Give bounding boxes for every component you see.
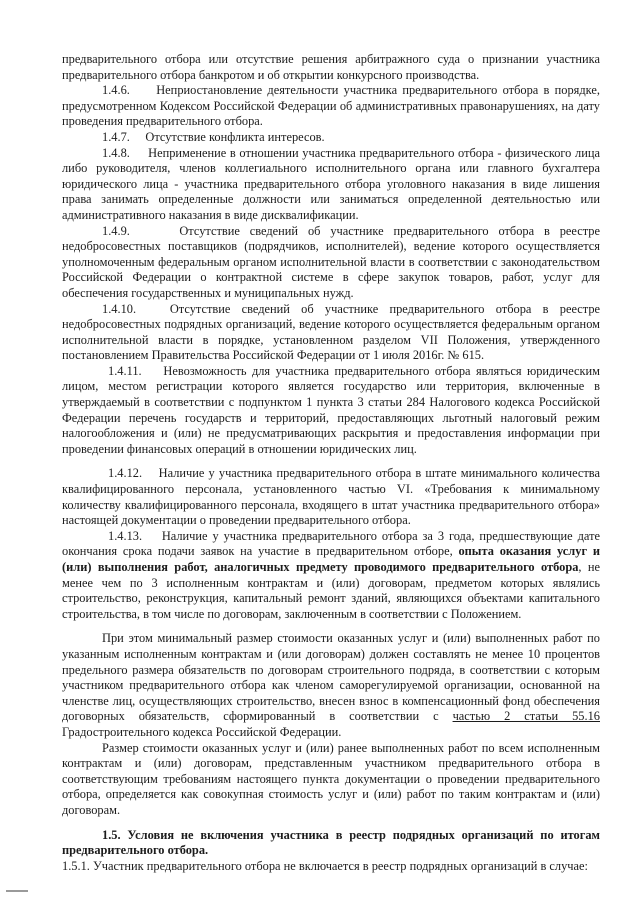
clause-1-4-11	[62, 364, 600, 458]
clause-number: 1.4.8.	[102, 145, 130, 160]
clause-text: Неприменение в отношении участника предварительного отбора - физического лица либо руководителя, членов коллегиального исполнительного органа или главного бухгалтера юридического лица - участника предварительного отбора уголовного наказания в виде лишения права занимать определенные должности или заниматься определенной деятельностью или административного наказания в виде дисквалификации.	[62, 145, 600, 222]
clause-text-bold: опыта оказания услуг и (или) выполнения работ, аналогичных предмету проводимого предварительного отбора	[62, 544, 600, 574]
clause-number: 1.4.12.	[108, 466, 143, 481]
clause-1-4-9	[62, 224, 600, 302]
clause-number: 1.4.7.	[102, 129, 130, 144]
paragraph-text: Градостроительного кодекса Российской Федерации.	[62, 724, 342, 739]
paragraph-text: При этом минимальный размер стоимости оказанных услуг и (или) выполненных работ по указанным исполненным контрактам и (или договорам) должен составлять не менее 10 процентов предельного размера обязательств по договорам строительного подряда, в соответствии с которым участником предварительного отбора как членом саморегулируемой организации, основанной на членстве лиц, осуществляющих строительство, внесен взнос в компенсационный фонд обеспечения договорных обязательств, сформированный в соответствии с	[62, 631, 600, 724]
clause-1-4-8	[62, 146, 600, 224]
paragraph-min-cost	[62, 631, 600, 740]
clause-number: 1.4.13.	[108, 528, 143, 543]
clause-text: Невозможность для участника предварительного отбора являться юридическим лицом, местом регистрации которого является государство или территория, включенные в утверждаемый в соответствии с подпунктом 1 пункта 3 статьи 284 Налогового кодекса Российской Федерации перечень государств и территорий, предоставляющих льготный налоговый режим налогообложения и (или) не предусматривающих раскрытия и предоставления информации при проведении финансовых операций в отношении юридических лиц.	[62, 363, 601, 456]
clause-1-4-12	[62, 466, 600, 528]
clause-text: Неприостановление деятельности участника предварительного отбора в порядке, предусмотренном Кодексом Российской Федерации об административных правонарушениях, на дату проведения предварительного отбора.	[62, 83, 600, 129]
paragraph-continuation: предварительного отбора или отсутствие решения арбитражного суда о признании участника предварительного отбора банкротом и об открытии конкурсного производства.	[62, 52, 600, 82]
paragraph-cost-size: Размер стоимости оказанных услуг и (или) ранее выполненных работ по всем исполненным контрактам и (или) договорам, представленным участником предварительного отбора в соответствующим требованиям настоящего пункта документации о проведении предварительного отбора, определяется как совокупная стоимость услуг и (или) работ по таким контрактам и (или) договорам.	[62, 740, 600, 817]
clause-1-4-7	[62, 130, 600, 146]
clause-text: Наличие у участника предварительного отбора в штате минимального количества квалифицированного персонала, установленного частью VI. «Требования к минимальному количеству квалифицированного персонала, входящего в штат участника предварительного отбора» настоящей документации о проведении предварительного отбора.	[62, 466, 600, 528]
clause-number: 1.4.10.	[102, 301, 137, 316]
scan-edge-mark	[6, 890, 28, 892]
section-heading-1-5	[62, 828, 600, 859]
clause-1-5-1: 1.5.1. Участник предварительного отбора не включается в реестр подрядных организаций в случае:	[62, 858, 588, 873]
clause-number: 1.4.6.	[102, 83, 130, 98]
clause-text: Отсутствие конфликта интересов.	[145, 129, 325, 144]
law-reference-link[interactable]: частью 2 статьи 55.16	[452, 709, 600, 724]
clause-number: 1.4.11.	[108, 363, 142, 378]
clause-1-4-6	[62, 83, 600, 130]
clause-text: Отсутствие сведений об участнике предварительного отбора в реестре недобросовестных поставщиков (подрядчиков, исполнителей), ведение которого осуществляется уполномоченным федеральным органом исполнительной власти в соответствии с законодательством Российской Федерации о контрактной системе в сфере закупок товаров, работ, услуг для обеспечения государственных и муниципальных нужд.	[62, 223, 600, 300]
clause-1-4-10	[62, 302, 600, 364]
clause-text: Наличие у участника предварительного отбора за 3 года, предшествующие дате окончания срока подачи заявок на участие в предварительном отборе,	[62, 528, 601, 559]
section-heading-text: 1.5. Условия не включения участника в реестр подрядных организаций по итогам предварительного отбора.	[62, 827, 600, 858]
clause-text: , не менее чем по 3 исполненным контрактам и (или) договорам, предметом которых являлись строительство, реконструкция, капитальный ремонт зданий, являющихся объектами капитального строительства, в том числе по договорам, заключенным в соответствии с Положением.	[62, 560, 601, 621]
clause-number: 1.4.9.	[102, 223, 130, 238]
clause-1-4-13	[62, 529, 600, 623]
clause-text: Отсутствие сведений об участнике предварительного отбора в реестре недобросовестных подрядных организаций, ведение которого осуществляется федеральным органом исполнительной власти в порядке, установленном разделом VII Положения, утвержденного постановлением Правительства Российской Федерации от 1 июля 2016г. № 615.	[62, 301, 601, 363]
